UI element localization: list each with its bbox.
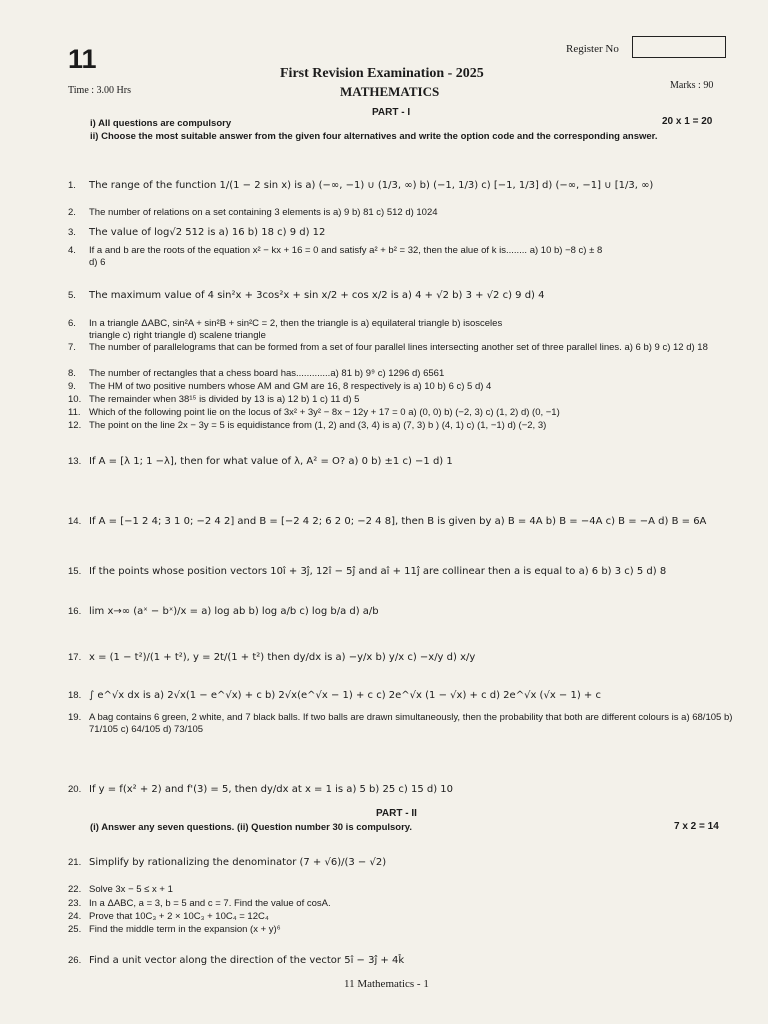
exam-paper: 11 Register No First Revision Examination - 2025 MATHEMATICS Time : 3.00 Hrs Marks : 90 PART - I i) All questions are compulsory 20 x 1 = 20 ii) Choose the most suitable answer from the given four alternatives and write the option code and the corresponding answer. 1. The range of the function 1/(1 − 2 sin x) is a) (−∞, −1) ∪ (1/3, ∞) b) (−1, 1/3) c) [−1, 1/3] d) (−∞, −1] ∪ [1/3, ∞) 2. The number of relations on a set containing 3 elements is a) 9 b) 81 c) 512 d) 1024 3. The value of log√2 512 is a) 16 b) 18 c) 9 d) 12 4. If a and b are the roots of the equation x² − kx + 16 = 0 and satisfy a² + b² = 32, then the alue of k is........ a) 10 b) −8 c) ± 8 d) 6 5. The maximum value of 4 sin²x + 3cos²x + sin x/2 + cos x/2 is a) 4 + √2 b) 3 + √2 c) 9 d) 4 6. In a triangle ΔABC, sin²A + sin²B + sin²C = 2, then the triangle is a) equilateral triangle b) isosceles triangle c) right triangle d) scalene triangle 7. The number of parallelograms that can be formed from a set of four parallel lines intersecting another set of three parallel lines. a) 6 b) 9 c) 12 d) 18 8. The number of rectangles that a chess board has.............a) 81 b) 9⁹ c) 1296 d) 6561 9. The HM of two positive numbers whose AM and GM are 16, 8 respectively is a) 10 b) 6 c) 5 d) 4 10. The remainder when 38¹⁵ is divided by 13 is a) 12 b) 1 c) 11 d) 5 11. Which of the following point lie on the locus of 3x² + 3y² − 8x − 12y + 17 = 0 a) (0, 0) b) (−2, 3) c) (1, 2) d) (0, −1) 12. The point on the line 2x − 3y = 5 is equidistance from (1, 2) and (3, 4) is a) (7, 3) b ) (4, 1) c) (1, −1) d) (−2, 3) 13. If A = [λ 1; 1 −λ], then for what value of λ, A² = O? a) 0 b) ±1 c) −1 d) 1 14. If A = [−1 2 4; 3 1 0; −2 4 2] and B = [−2 4 2; 6 2 0; −2 4 8], then B is given by a) B = 4A b) B = −4A c) B = −A d) B = 6A 15. If the points whose position vectors 10î + 3ĵ, 12î − 5ĵ and aî + 11ĵ are collinear then a is equal to a) 6 b) 3 c) 5 d) 8 16. lim x→∞ (aˣ − bˣ)/x = a) log ab b) log a/b c) log b/a d) a/b 17. x = (1 − t²)/(1 + t²), y = 2t/(1 + t²) then dy/dx is a) −y/x b) y/x c) −x/y d) x/y 18. ∫ e^√x dx is a) 2√x(1 − e^√x) + c b) 2√x(e^√x − 1) + c c) 2e^√x (1 − √x) + c d) 2e^√x (√x − 1) + c 19. A bag contains 6 green, 2 white, and 7 black balls. If two balls are drawn simultaneously, then the probability that both are different colours is a) 68/105 b) 71/105 c) 64/105 d) 73/105 20. If y = f(x² + 2) and f'(3) = 5, then dy/dx at x = 1 is a) 5 b) 25 c) 15 d) 10 PART - II (i) Answer any seven questions. (ii) Question number 30 is compulsory. 7 x 2 = 14 21. Simplify by rationalizing the denominator (7 + √6)/(3 − √2) 22. Solve 3x − 5 ≤ x + 1 23. In a ΔABC, a = 3, b = 5 and c = 7. Find the value of cosA. 24. Prove that 10C₃ + 2 × 10C₃ + 10C₄ = 12C₄ 25. Find the middle term in the expansion (x + y)⁶ 26. Find a unit vector along the direction of the vector 5î − 3ĵ + 4k̂ 11 Mathematics - 1: [0, 0, 768, 1024]
part-two-instruction: (i) Answer any seven questions. (ii) Question number 30 is compulsory.: [90, 822, 413, 833]
exam-title: First Revision Examination - 2025: [280, 66, 484, 81]
instruction-choose: ii) Choose the most suitable answer from the given four alternatives and write the option code and the corresponding answer.: [90, 131, 658, 142]
time-label: Time : 3.00 Hrs: [68, 85, 131, 96]
part-one-heading: PART - I: [372, 107, 411, 118]
instruction-compulsory: i) All questions are compulsory: [90, 118, 232, 129]
register-number-label: Register No: [566, 43, 619, 55]
page-footer: 11 Mathematics - 1: [344, 978, 429, 990]
register-number-box: [632, 36, 726, 58]
marks-label: Marks : 90: [670, 80, 714, 91]
part-two-scheme: 7 x 2 = 14: [674, 821, 719, 832]
paper-code: 11: [68, 44, 97, 74]
part-one-scheme: 20 x 1 = 20: [662, 116, 713, 127]
part-two-heading: PART - II: [376, 808, 417, 819]
subject-title: MATHEMATICS: [340, 84, 440, 99]
